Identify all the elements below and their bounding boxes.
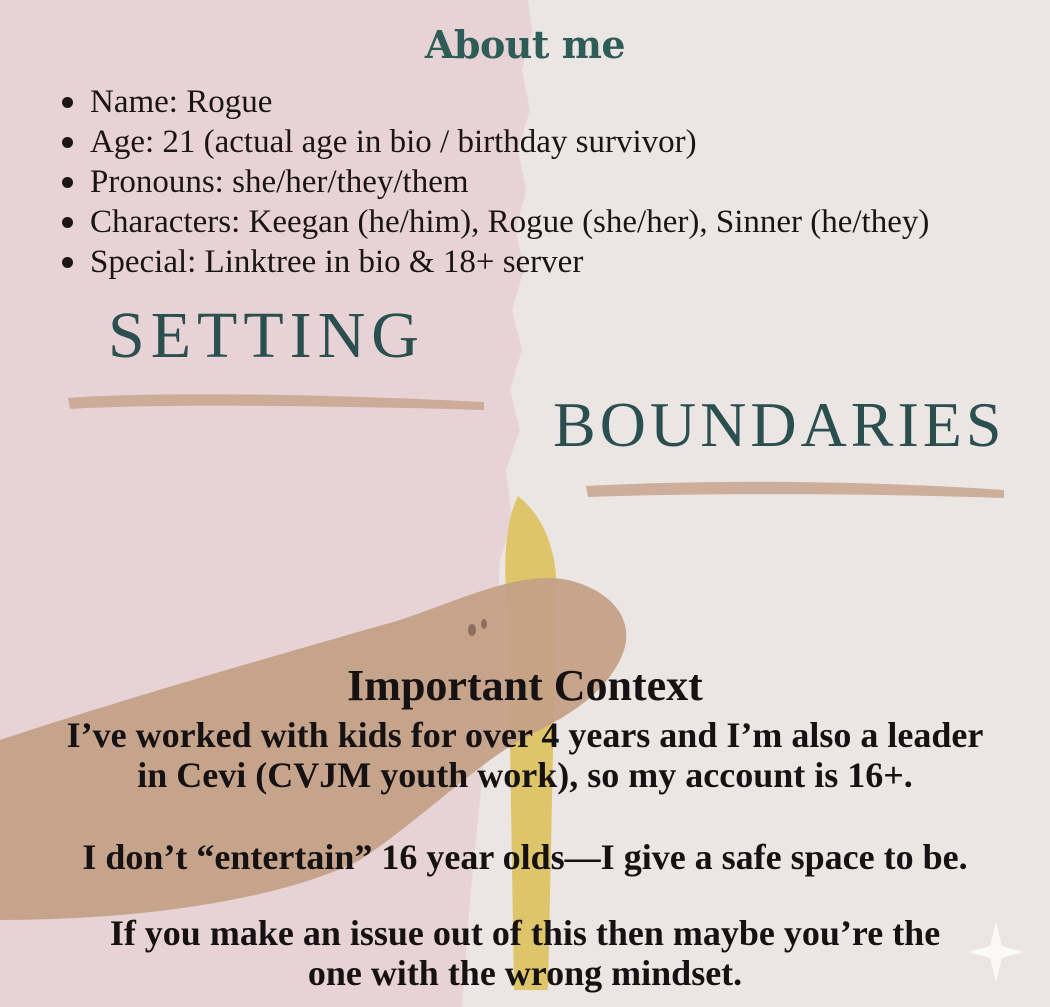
bullet-icon [62, 97, 73, 108]
bullet-icon [62, 257, 73, 268]
context-line: If you make an issue out of this then maybe you’re the [109, 913, 941, 953]
context-line: in Cevi (CVJM youth work), so my account is 16+. [137, 755, 913, 795]
context-line: I’ve worked with kids for over 4 years and I’m also a leader [66, 715, 984, 755]
context-paragraph-3 [0, 913, 1050, 993]
context-paragraph-1 [0, 715, 1050, 795]
bullet-icon [62, 217, 73, 228]
list-item: Pronouns: she/her/they/them [62, 162, 929, 202]
bullet-icon [62, 137, 73, 148]
about-me-list [62, 82, 929, 282]
context-line: one with the wrong mindset. [307, 953, 743, 993]
list-item: Age: 21 (actual age in bio / birthday survivor) [62, 122, 929, 162]
about-me-title: About me [424, 22, 626, 67]
list-item: Special: Linktree in bio & 18+ server [62, 242, 929, 282]
setting-heading: SETTING [108, 299, 425, 372]
list-item: Characters: Keegan (he/him), Rogue (she/her), Sinner (he/they) [62, 202, 929, 242]
bullet-icon [62, 177, 73, 188]
context-paragraph-2: I don’t “entertain” 16 year olds—I give a safe space to be. [82, 837, 968, 877]
boundaries-heading: BOUNDARIES [553, 389, 1006, 460]
list-item: Name: Rogue [62, 82, 929, 122]
important-context-title: Important Context [347, 661, 703, 710]
